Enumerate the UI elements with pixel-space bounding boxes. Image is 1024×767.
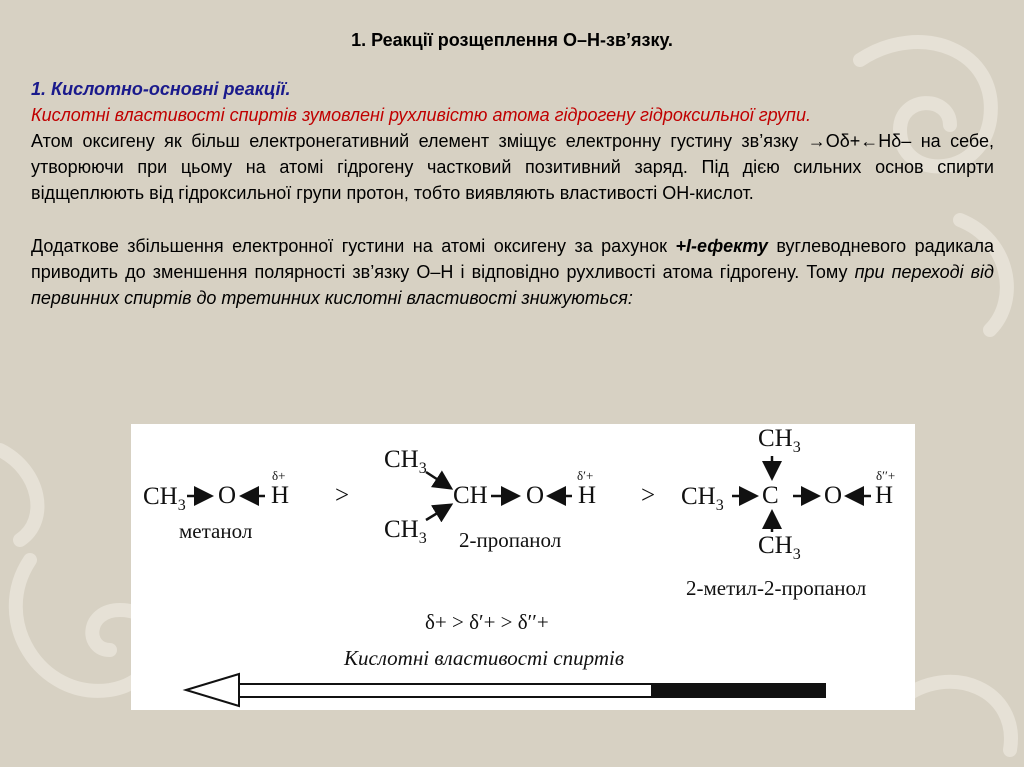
arrow-caption: Кислотні властивості спиртів (344, 646, 624, 670)
red-statement: Кислотні властивості спиртів зумовлені рухливістю атома гідрогену гідроксильної групи. (31, 105, 811, 125)
comparator-1: > (335, 482, 350, 509)
tbutanol-ch3-left: $CH_3$ (681, 483, 724, 514)
propanol-ch3-top: $CH_3$ (384, 446, 427, 477)
i-effect-term: +I-ефекту (675, 236, 768, 256)
para2-part-d: при переході від первинних спиртів до третинних кислотні властивості знижуються: (31, 262, 994, 308)
comparator-2: > (641, 482, 656, 509)
propanol-h: H (578, 482, 597, 509)
propanol-label: 2-пропанол (459, 528, 562, 552)
tbutanol-c: C (762, 482, 779, 509)
reaction-scheme (131, 424, 915, 710)
slide-title: 1. Реакції розщеплення О–Н-зв’язку. (351, 30, 673, 50)
arrow-propanol-ch3-top (426, 472, 449, 487)
tbutanol-label: 2-метил-2-пропанол (686, 576, 867, 600)
arrow-propanol-ch3-bottom (426, 506, 449, 520)
methanol-o: O (218, 482, 237, 509)
paragraph-1: Атом оксигену як більш електронегативний елемент зміщує електронну густину зв’язку →Oδ+←Hδ– на себе, утворюючи при цьому на атомі гідрогену частковий позитивний заряд. Під дією сильних основ спирти відщеплюють від гідроксильної групи протон, тобто виявляють властивості ОН-кислот. (31, 131, 994, 203)
propanol-ch: CH (453, 482, 488, 509)
tbutanol-h: H (875, 482, 894, 509)
methanol-delta: δ+ (272, 468, 286, 483)
para2-part-a: Додаткове збільшення електронної густини на атомі оксигену за рахунок (31, 236, 676, 256)
methanol-h: H (271, 482, 290, 509)
big-left-arrow (186, 674, 826, 706)
tbutanol-delta: δ′′+ (876, 468, 896, 483)
propanol-delta: δ′+ (577, 468, 594, 483)
tbutanol-ch3-bottom: $CH_3$ (758, 532, 801, 563)
propanol-ch3-bottom: $CH_3$ (384, 516, 427, 547)
text-block (31, 76, 994, 311)
paragraph-2 (31, 233, 994, 311)
delta-series: δ+ > δ′+ > δ′′+ (425, 610, 549, 634)
propanol-o: O (526, 482, 545, 509)
tbutanol-ch3-top: $CH_3$ (758, 425, 801, 456)
para2-part-c: вуглеводневого радикала приводить до зменшення полярності зв’язку О–Н і відповідно рухливості атома гідрогену. Тому (31, 236, 994, 282)
methanol-ch3: $CH_3$ (143, 483, 186, 514)
subheading: 1. Кислотно-основні реакції. (31, 79, 291, 99)
tbutanol-o: O (824, 482, 843, 509)
methanol-label: метанол (179, 519, 253, 543)
